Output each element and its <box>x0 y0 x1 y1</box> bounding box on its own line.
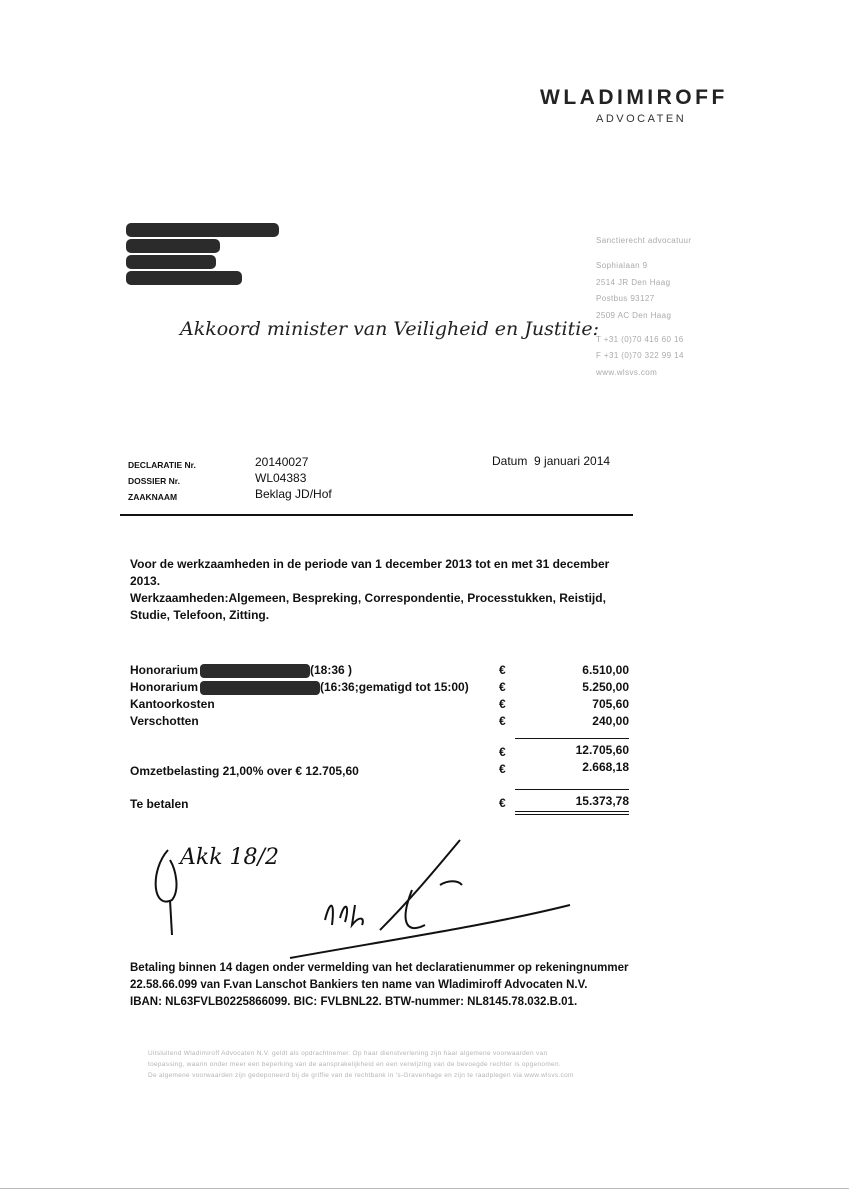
line-item-2-amount: 5.250,00 <box>582 680 629 694</box>
declaratie-value: 20140027 <box>255 455 309 469</box>
sidebar-line-8: www.wlsvs.com <box>596 368 658 377</box>
zaaknaam-value: Beklag JD/Hof <box>255 487 332 501</box>
line-item-label: Honorarium <box>130 680 199 694</box>
line-item-4: Verschotten <box>130 714 199 728</box>
line-item-3-amount: 705,60 <box>592 697 629 711</box>
page-edge <box>0 1188 849 1189</box>
redacted-address-line-3 <box>126 255 216 269</box>
line-item-4-amount: 240,00 <box>592 714 629 728</box>
datum-value: 9 januari 2014 <box>534 454 611 468</box>
payment-terms-line-1: Betaling binnen 14 dagen onder vermelding van het declaratienummer op rekeningnummer <box>130 962 629 974</box>
sidebar-line-6: T +31 (0)70 416 60 16 <box>596 335 684 344</box>
sidebar-line-2: Sophialaan 9 <box>596 261 648 270</box>
total-amount: 15.373,78 <box>575 794 629 808</box>
vat-label: Omzetbelasting 21,00% over € 12.705,60 <box>130 764 359 778</box>
vat-amount: 2.668,18 <box>582 760 629 774</box>
currency-symbol: € <box>499 745 506 759</box>
line-item-label: Honorarium <box>130 663 199 677</box>
currency-symbol: € <box>499 762 506 776</box>
sidebar-line-3: 2514 JR Den Haag <box>596 278 671 287</box>
dossier-label: DOSSIER Nr. <box>128 476 180 486</box>
datum-block <box>492 454 610 468</box>
currency-symbol: € <box>499 796 506 810</box>
description-line-2: 2013. <box>130 574 161 588</box>
total-rule <box>515 789 629 790</box>
line-item-3: Kantoorkosten <box>130 697 215 711</box>
description-line-3: Werkzaamheden:Algemeen, Bespreking, Correspondentie, Processtukken, Reistijd, <box>130 591 606 605</box>
redacted-address-line-2 <box>126 239 220 253</box>
dossier-value: WL04383 <box>255 471 307 485</box>
currency-symbol: € <box>499 680 506 694</box>
redacted-address-line-1 <box>126 223 279 237</box>
firm-tagline: ADVOCATEN <box>596 113 687 125</box>
line-item-detail: (18:36 ) <box>310 663 353 677</box>
signature-graphic <box>140 830 640 975</box>
description-line-4: Studie, Telefoon, Zitting. <box>130 608 270 622</box>
handwritten-approval-note: Akkoord minister van Veiligheid en Justitie: <box>180 318 599 340</box>
subtotal-amount: 12.705,60 <box>575 743 629 757</box>
line-item-1-amount: 6.510,00 <box>582 663 629 677</box>
line-item-2 <box>130 680 469 695</box>
footer-line-1: Uitsluitend Wladimiroff Advocaten N.V. geldt als opdrachtnemer. Op haar dienstverlening zijn haar algemene voorwaarden van <box>148 1050 548 1057</box>
currency-symbol: € <box>499 697 506 711</box>
currency-symbol: € <box>499 714 506 728</box>
line-item-1 <box>130 663 352 678</box>
sidebar-line-7: F +31 (0)70 322 99 14 <box>596 351 684 360</box>
total-label: Te betalen <box>130 797 189 811</box>
declaratie-label: DECLARATIE Nr. <box>128 460 196 470</box>
payment-terms-line-3: IBAN: NL63FVLB0225866099. BIC: FVLBNL22. BTW-nummer: NL8145.78.032.B.01. <box>130 996 578 1008</box>
description-line-1: Voor de werkzaamheden in de periode van 1 december 2013 tot en met 31 december <box>130 557 610 571</box>
header-divider <box>120 514 633 516</box>
redacted-name <box>200 664 310 678</box>
total-double-rule-2 <box>515 814 629 815</box>
footer-line-3: De algemene voorwaarden zijn gedeponeerd bij de griffie van de rechtbank in 's-Gravenhage en zijn te raadplegen via www.wlsvs.com <box>148 1072 574 1079</box>
redacted-address-line-4 <box>126 271 242 285</box>
datum-label: Datum <box>492 454 528 468</box>
currency-symbol: € <box>499 663 506 677</box>
zaaknaam-label: ZAAKNAAM <box>128 492 178 502</box>
footer-line-2: toepassing, waarin onder meer een beperking van de aansprakelijkheid en een verwijzing van de bevoegde rechter is opgenomen. <box>148 1061 561 1068</box>
sidebar-line-5: 2509 AC Den Haag <box>596 311 672 320</box>
subtotal-rule <box>515 738 629 739</box>
redacted-name <box>200 681 320 695</box>
firm-name: WLADIMIROFF <box>540 86 728 109</box>
sidebar-line-1: Sanctierecht advocatuur <box>596 236 692 245</box>
line-item-detail: (16:36;gematigd tot 15:00) <box>320 680 469 694</box>
sidebar-line-4: Postbus 93127 <box>596 294 655 303</box>
handwritten-initials: Akk 18/2 <box>180 845 279 870</box>
total-double-rule-1 <box>515 811 629 812</box>
payment-terms-line-2: 22.58.66.099 van F.van Lanschot Bankiers ten name van Wladimiroff Advocaten N.V. <box>130 979 588 991</box>
